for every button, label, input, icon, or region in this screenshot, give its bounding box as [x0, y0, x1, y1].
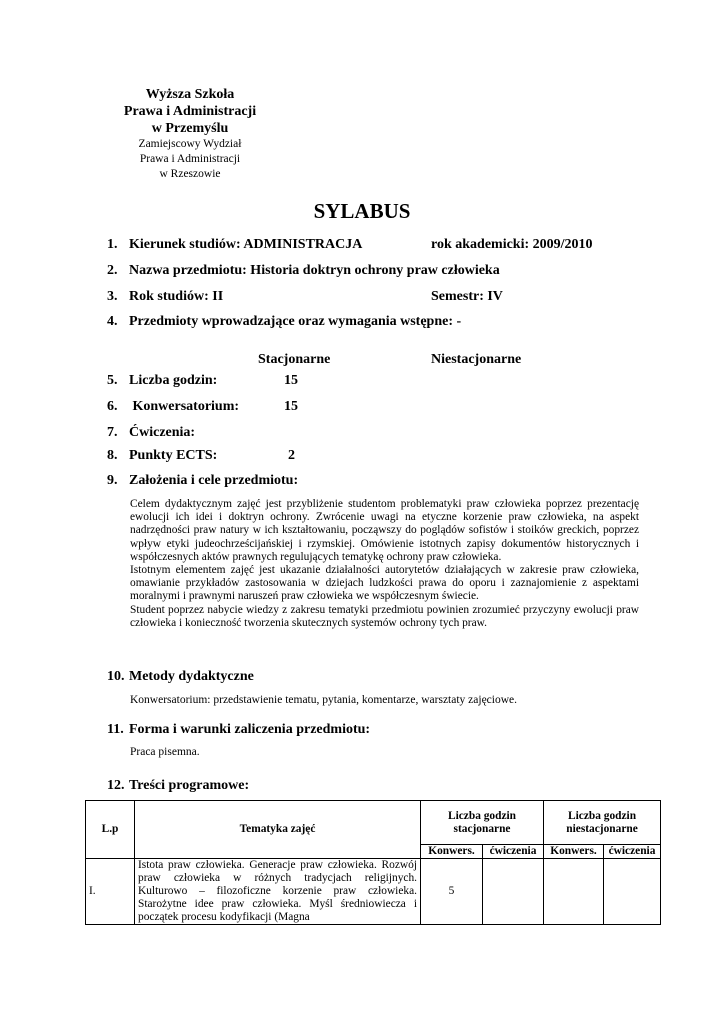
item-number: 4. [107, 314, 118, 329]
item-prerequisites [107, 313, 461, 331]
goals-paragraph: Istotnym elementem zajęć jest ukazanie działalności autorytetów działających w zakresie praw człowieka, omawianie przykładów zastosowania w dziejach ludzkości prawa do oporu i zaznajomienie z aspektami moralnymi i prawnymi naruszeń praw człowieka we współczesnym świecie. [130, 564, 639, 603]
item-number: 1. [107, 237, 118, 252]
school-name-line: Wyższa Szkoła [145, 87, 235, 102]
item-label: Punkty ECTS: [129, 448, 218, 463]
goals-paragraph: Celem dydaktycznym zajęć jest przybliżenie studentom problematyki praw człowieka poprzez prezentację ewolucji ich idei i doktryn ochrony. Zwrócenie uwagi na etyczne korzenie praw człowieka, na aspekt nadrzędności praw natury w ich kształtowaniu, począwszy do poglądów sofistów i stoików greckich, poprzez wpływ etyki judeochrześcijańskiej i rzymskiej. Omówienie istotnych zapisy dokumentów historycznych i współczesnych aktów prawnych regulujących tematykę ochrony praw człowieka. [130, 498, 639, 563]
row-topic: Istota praw człowieka. Generacje praw człowieka. Rozwój praw człowieka w różnych tradycjach religijnych. Kulturowo – filozoficzne korzenie praw człowieka. Starożytne idee praw człowieka. Myśl średniowiecza i początek procesu kodyfikacji (Magna [135, 859, 421, 925]
item-label: Liczba godzin: [129, 373, 218, 388]
item-number: 2. [107, 263, 118, 278]
header-hours-stationary: Liczba godzin stacjonarne [421, 801, 544, 845]
item-number: 11. [107, 722, 124, 737]
item-number: 12. [107, 778, 125, 793]
item-field-of-study [107, 236, 362, 254]
item-label: Przedmioty wprowadzające oraz wymagania wstępne: - [129, 314, 462, 329]
row-lp: I. [86, 859, 135, 925]
item-ects [107, 447, 217, 465]
item-number: 9. [107, 473, 118, 488]
subheader-conversatorium: Konwers. [544, 845, 604, 859]
item-label: Ćwiczenia: [129, 425, 196, 440]
item-number: 8. [107, 448, 118, 463]
program-table [85, 800, 661, 925]
item-label: Treści programowe: [129, 778, 250, 793]
row-stationary-exercises [483, 859, 544, 925]
item-label: Forma i warunki zaliczenia przedmiotu: [129, 722, 371, 737]
item-label: Założenia i cele przedmiotu: [129, 473, 299, 488]
item-label: Rok studiów: II [129, 289, 224, 304]
subheader-conversatorium: Konwers. [421, 845, 483, 859]
school-header [90, 86, 290, 182]
item-label: Kierunek studiów: ADMINISTRACJA [129, 237, 363, 252]
item-conversatorium [107, 398, 239, 416]
school-name-line: w Przemyślu [151, 121, 229, 136]
assessment-text: Praca pisemna. [130, 746, 200, 758]
faculty-line: Prawa i Administracji [139, 153, 241, 165]
subheader-exercises: ćwiczenia [483, 845, 544, 859]
item-number: 6. [107, 399, 118, 414]
header-stationary: Stacjonarne [258, 352, 331, 367]
item-number: 5. [107, 373, 118, 388]
item-number: 3. [107, 289, 118, 304]
item-label: Metody dydaktyczne [129, 669, 254, 684]
item-goals [107, 472, 298, 490]
row-stationary-conversatorium: 5 [421, 859, 483, 925]
goals-paragraph: Student poprzez nabycie wiedzy z zakresu tematyki przedmiotu powinien zrozumieć przyczyny ewolucji praw człowieka i konieczność tworzenia skutecznych systemów ochrony tych praw. [130, 603, 639, 629]
document-title: SYLABUS [313, 199, 411, 223]
item-course-name [107, 262, 500, 280]
header-lp: L.p [86, 801, 135, 859]
item-number: 10. [107, 669, 125, 684]
item-year-of-study [107, 288, 223, 306]
item-number: 7. [107, 425, 118, 440]
conversatorium-stationary-value: 15 [284, 399, 298, 414]
faculty-line: Zamiejscowy Wydział [138, 138, 242, 150]
item-methods [107, 668, 254, 686]
semester: Semestr: IV [431, 289, 503, 304]
methods-text: Konwersatorium: przedstawienie tematu, pytania, komentarze, warsztaty zajęciowe. [130, 694, 518, 706]
academic-year: rok akademicki: 2009/2010 [431, 237, 593, 252]
goals-text [130, 498, 639, 630]
row-nonstationary-exercises [604, 859, 661, 925]
item-label: Nazwa przedmiotu: Historia doktryn ochrony praw człowieka [129, 263, 500, 278]
header-nonstationary: Niestacjonarne [431, 352, 522, 367]
item-exercises [107, 424, 195, 442]
row-nonstationary-conversatorium [544, 859, 604, 925]
faculty-line: w Rzeszowie [159, 168, 221, 180]
item-program-content [107, 777, 249, 795]
hours-stationary-value: 15 [284, 373, 298, 388]
item-label: Konwersatorium: [129, 399, 240, 414]
header-topic: Tematyka zajęć [135, 801, 421, 859]
school-name-line: Prawa i Administracji [123, 104, 257, 119]
subheader-exercises: ćwiczenia [604, 845, 661, 859]
item-assessment [107, 721, 370, 739]
table-row [86, 859, 661, 925]
item-hours [107, 372, 217, 390]
ects-value: 2 [288, 448, 295, 463]
header-hours-nonstationary: Liczba godzin niestacjonarne [544, 801, 661, 845]
